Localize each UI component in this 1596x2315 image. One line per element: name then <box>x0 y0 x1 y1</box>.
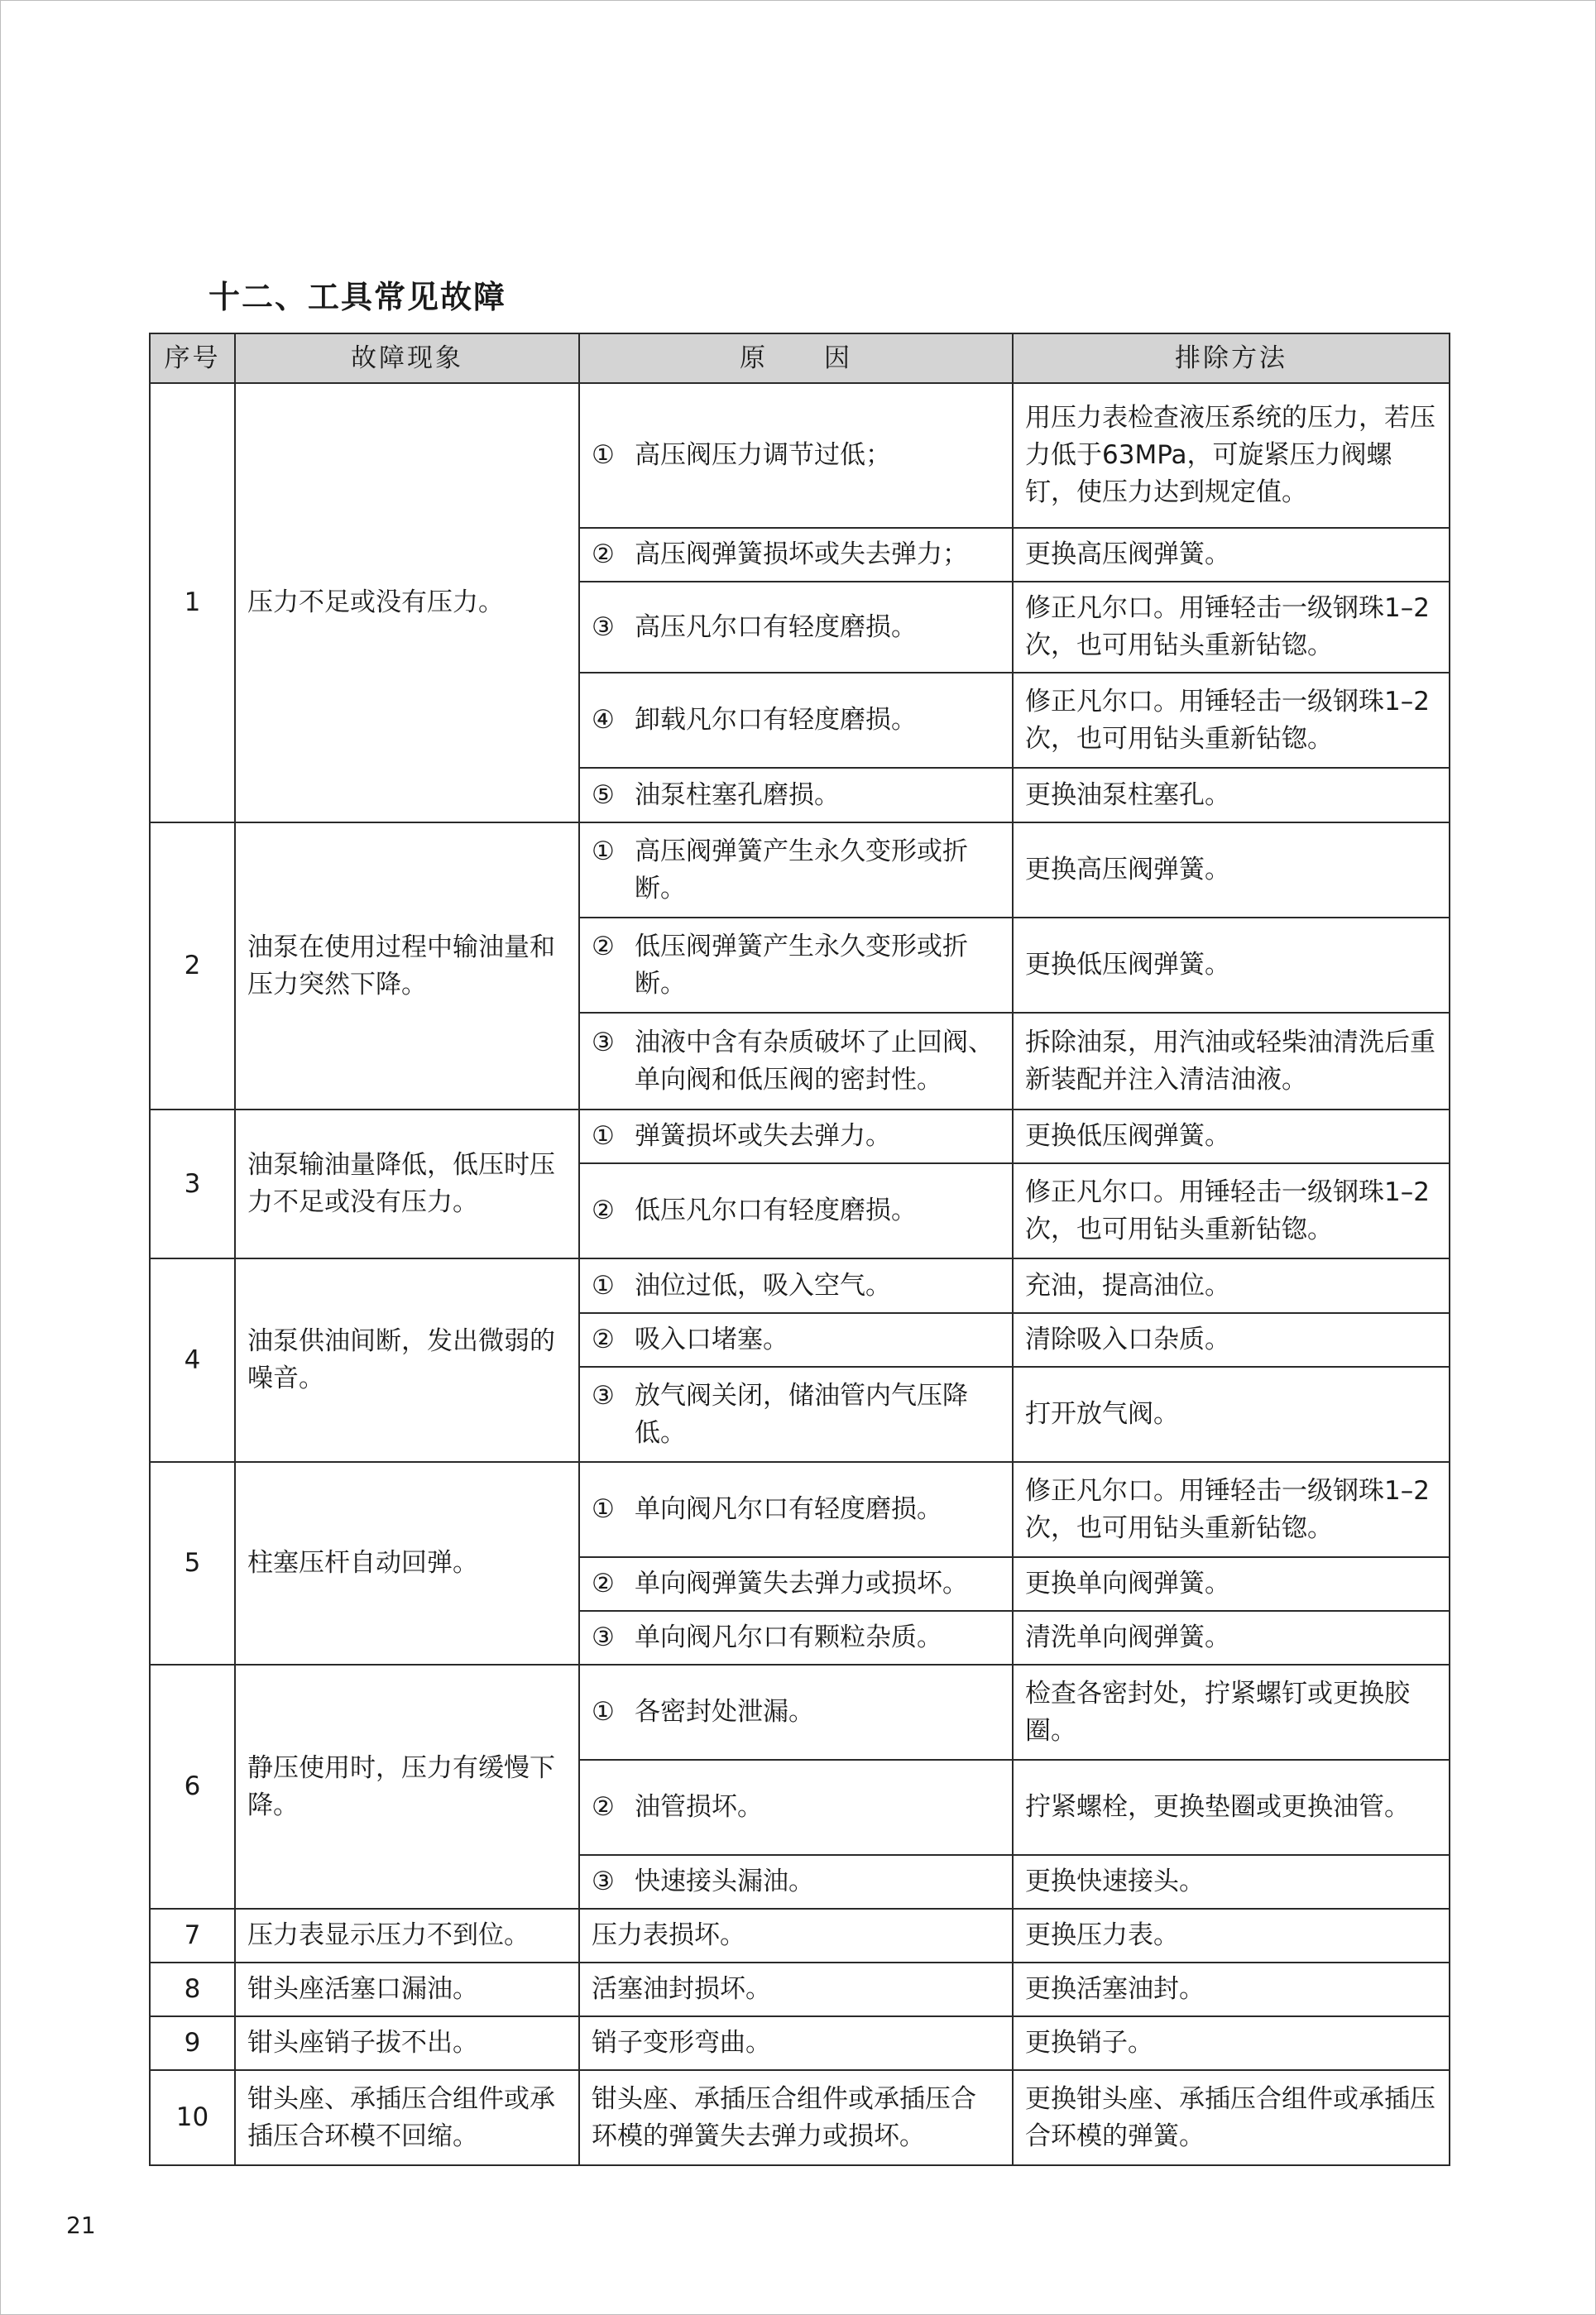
table-row <box>150 822 1450 918</box>
cause-index-marker: ① <box>592 1121 615 1151</box>
fault-remedy: 用压力表检查液压系统的压力，若压力低于63MPa，可旋紧压力阀螺钉，使压力达到规定值。 <box>1013 383 1450 528</box>
cause-text: 吸入口堵塞。 <box>635 1325 788 1354</box>
fault-cause <box>579 768 1013 822</box>
fault-cause <box>579 1013 1013 1110</box>
fault-cause <box>579 1611 1013 1665</box>
fault-remedy: 更换高压阀弹簧。 <box>1013 528 1450 582</box>
cause-text: 放气阀关闭，储油管内气压降低。 <box>635 1380 968 1448</box>
fault-cause <box>579 1760 1013 1855</box>
cause-line <box>592 1491 1000 1528</box>
fault-number: 10 <box>150 2070 235 2165</box>
fault-cause <box>579 1367 1013 1462</box>
cause-index-marker: ② <box>592 1325 615 1354</box>
cause-line <box>592 1268 1000 1305</box>
cause-index-marker: ① <box>592 1494 615 1524</box>
table-row <box>150 1963 1450 2016</box>
fault-number: 4 <box>150 1258 235 1462</box>
fault-remedy: 更换油泵柱塞孔。 <box>1013 768 1450 822</box>
fault-remedy: 更换压力表。 <box>1013 1909 1450 1963</box>
fault-number: 7 <box>150 1909 235 1963</box>
header-fix: 排除方法 <box>1013 333 1450 383</box>
fault-remedy: 更换销子。 <box>1013 2016 1450 2070</box>
fault-cause <box>579 383 1013 528</box>
fault-remedy: 清洗单向阀弹簧。 <box>1013 1611 1450 1665</box>
fault-cause <box>579 528 1013 582</box>
fault-remedy: 更换高压阀弹簧。 <box>1013 822 1450 918</box>
cause-line <box>592 833 1000 908</box>
cause-index-marker: ③ <box>592 1867 615 1896</box>
cause-line <box>592 1789 1000 1826</box>
fault-symptom: 钳头座、承插压合组件或承插压合环模不回缩。 <box>235 2070 579 2165</box>
table-row <box>150 1462 1450 1557</box>
cause-line <box>592 1863 1000 1900</box>
fault-remedy: 更换活塞油封。 <box>1013 1963 1450 2016</box>
cause-line <box>592 437 1000 474</box>
fault-symptom: 压力不足或没有压力。 <box>235 383 579 822</box>
header-no: 序号 <box>150 333 235 383</box>
cause-text: 弹簧损坏或失去弹力。 <box>635 1121 891 1151</box>
table-row <box>150 1110 1450 1163</box>
cause-line <box>592 1024 1000 1099</box>
fault-table <box>149 333 1450 2166</box>
cause-index-marker: ① <box>592 1270 615 1301</box>
cause-index-marker: ③ <box>592 611 615 642</box>
fault-cause <box>579 822 1013 918</box>
cause-text: 油管损坏。 <box>635 1792 763 1822</box>
fault-symptom: 钳头座销子拔不出。 <box>235 2016 579 2070</box>
fault-remedy: 更换单向阀弹簧。 <box>1013 1557 1450 1611</box>
cause-index-marker: ② <box>592 1792 615 1822</box>
cause-text: 高压阀压力调节过低； <box>635 440 891 470</box>
fault-cause <box>579 1313 1013 1367</box>
fault-remedy: 拧紧螺栓，更换垫圈或更换油管。 <box>1013 1760 1450 1855</box>
fault-cause <box>579 1557 1013 1611</box>
fault-cause <box>579 1110 1013 1163</box>
fault-number: 1 <box>150 383 235 822</box>
fault-cause <box>579 1163 1013 1258</box>
cause-text: 油泵柱塞孔磨损。 <box>635 779 840 810</box>
table-header-row <box>150 333 1450 383</box>
fault-number: 2 <box>150 822 235 1110</box>
fault-symptom: 油泵输油量降低，低压时压力不足或没有压力。 <box>235 1110 579 1258</box>
cause-line <box>592 1118 1000 1155</box>
cause-index-marker: ③ <box>592 1380 615 1411</box>
cause-line <box>592 928 1000 1003</box>
cause-text: 油液中含有杂质破坏了止回阀、单向阀和低压阀的密封性。 <box>635 1027 994 1095</box>
table-row <box>150 383 1450 528</box>
cause-index-marker: ④ <box>592 705 615 735</box>
cause-text: 低压凡尔口有轻度磨损。 <box>635 1196 917 1225</box>
cause-index-marker: ① <box>592 440 615 470</box>
table-row <box>150 1909 1450 1963</box>
fault-cause <box>579 582 1013 673</box>
fault-cause: 钳头座、承插压合组件或承插压合环模的弹簧失去弹力或损坏。 <box>579 2070 1013 2165</box>
fault-symptom: 油泵供油间断，发出微弱的噪音。 <box>235 1258 579 1462</box>
fault-cause <box>579 1855 1013 1909</box>
cause-text: 单向阀弹簧失去弹力或损坏。 <box>635 1569 968 1598</box>
fault-number: 5 <box>150 1462 235 1665</box>
cause-line <box>592 609 1000 646</box>
fault-remedy: 拆除油泵，用汽油或轻柴油清洗后重新装配并注入清洁油液。 <box>1013 1013 1450 1110</box>
cause-index-marker: ② <box>592 931 615 961</box>
cause-text: 单向阀凡尔口有颗粒杂质。 <box>635 1622 942 1652</box>
cause-index-marker: ② <box>592 1569 615 1598</box>
page-number: 21 <box>66 2212 96 2239</box>
cause-text: 单向阀凡尔口有轻度磨损。 <box>635 1494 942 1524</box>
cause-line <box>592 702 1000 739</box>
cause-index-marker: ③ <box>592 1622 615 1652</box>
fault-remedy: 清除吸入口杂质。 <box>1013 1313 1450 1367</box>
fault-remedy: 充油，提高油位。 <box>1013 1258 1450 1313</box>
cause-line <box>592 536 1000 573</box>
cause-line <box>592 1378 1000 1452</box>
fault-remedy: 修正凡尔口。用锤轻击一级钢珠1–2次，也可用钻头重新钻锪。 <box>1013 582 1450 673</box>
cause-index-marker: ⑤ <box>592 779 615 810</box>
table-row <box>150 1665 1450 1760</box>
cause-line <box>592 1565 1000 1603</box>
fault-remedy: 修正凡尔口。用锤轻击一级钢珠1–2次，也可用钻头重新钻锪。 <box>1013 1163 1450 1258</box>
fault-symptom: 钳头座活塞口漏油。 <box>235 1963 579 2016</box>
cause-text: 高压阀弹簧损坏或失去弹力； <box>635 539 968 569</box>
cause-index-marker: ② <box>592 1196 615 1225</box>
fault-symptom: 静压使用时，压力有缓慢下降。 <box>235 1665 579 1909</box>
fault-remedy: 检查各密封处，拧紧螺钉或更换胶圈。 <box>1013 1665 1450 1760</box>
fault-cause <box>579 1258 1013 1313</box>
table-row <box>150 1258 1450 1313</box>
cause-line <box>592 777 1000 814</box>
section-title: 十二、工具常见故障 <box>208 279 507 315</box>
fault-cause <box>579 1665 1013 1760</box>
fault-number: 9 <box>150 2016 235 2070</box>
header-symptom: 故障现象 <box>235 333 579 383</box>
fault-cause: 压力表损坏。 <box>579 1909 1013 1963</box>
cause-text: 高压阀弹簧产生永久变形或折断。 <box>635 836 968 903</box>
cause-index-marker: ① <box>592 1697 615 1727</box>
cause-text: 油位过低，吸入空气。 <box>635 1270 891 1301</box>
cause-index-marker: ② <box>592 539 615 569</box>
fault-symptom: 柱塞压杆自动回弹。 <box>235 1462 579 1665</box>
cause-text: 各密封处泄漏。 <box>635 1697 814 1727</box>
fault-number: 8 <box>150 1963 235 2016</box>
fault-cause <box>579 918 1013 1013</box>
fault-table-body <box>150 383 1450 2165</box>
header-cause: 原 因 <box>579 333 1013 383</box>
cause-line <box>592 1619 1000 1656</box>
cause-line <box>592 1192 1000 1229</box>
fault-cause: 活塞油封损坏。 <box>579 1963 1013 2016</box>
fault-remedy: 更换低压阀弹簧。 <box>1013 918 1450 1013</box>
fault-cause <box>579 1462 1013 1557</box>
fault-symptom: 油泵在使用过程中输油量和压力突然下降。 <box>235 822 579 1110</box>
cause-line <box>592 1321 1000 1359</box>
fault-remedy: 更换低压阀弹簧。 <box>1013 1110 1450 1163</box>
table-row <box>150 2016 1450 2070</box>
fault-number: 6 <box>150 1665 235 1909</box>
fault-cause: 销子变形弯曲。 <box>579 2016 1013 2070</box>
fault-remedy: 更换钳头座、承插压合组件或承插压合环模的弹簧。 <box>1013 2070 1450 2165</box>
cause-text: 低压阀弹簧产生永久变形或折断。 <box>635 931 968 999</box>
fault-remedy: 更换快速接头。 <box>1013 1855 1450 1909</box>
fault-cause <box>579 673 1013 768</box>
fault-number: 3 <box>150 1110 235 1258</box>
fault-remedy: 打开放气阀。 <box>1013 1367 1450 1462</box>
cause-line <box>592 1694 1000 1731</box>
cause-text: 卸载凡尔口有轻度磨损。 <box>635 705 917 735</box>
fault-remedy: 修正凡尔口。用锤轻击一级钢珠1–2次，也可用钻头重新钻锪。 <box>1013 1462 1450 1557</box>
cause-text: 高压凡尔口有轻度磨损。 <box>635 611 917 642</box>
fault-symptom: 压力表显示压力不到位。 <box>235 1909 579 1963</box>
cause-index-marker: ③ <box>592 1027 615 1057</box>
cause-index-marker: ① <box>592 836 615 866</box>
cause-text: 快速接头漏油。 <box>635 1867 814 1896</box>
table-row <box>150 2070 1450 2165</box>
fault-remedy: 修正凡尔口。用锤轻击一级钢珠1–2次，也可用钻头重新钻锪。 <box>1013 673 1450 768</box>
